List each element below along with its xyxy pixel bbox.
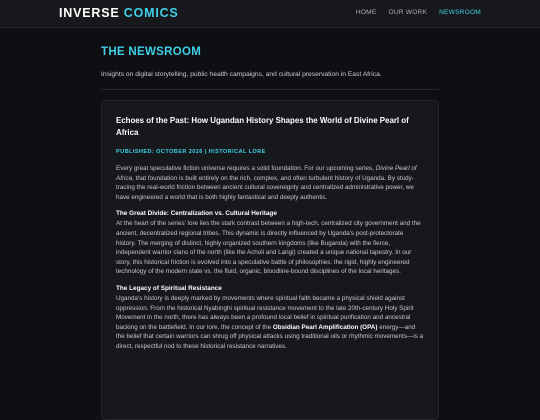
nav-link-our-work[interactable]: OUR WORK — [388, 9, 428, 16]
nav-link-home[interactable]: HOME — [355, 9, 377, 16]
top-navigation-bar — [0, 0, 540, 28]
page-title: THE NEWSROOM — [101, 46, 202, 58]
article-card — [101, 100, 439, 420]
section-body-spiritual-resistance — [116, 294, 424, 352]
article-intro — [116, 164, 424, 202]
site-logo[interactable] — [59, 6, 179, 20]
opa-term: Obsidian Pearl Amplification (OPA) — [272, 323, 378, 331]
section-heading-great-divide: The Great Divide: Centralization vs. Cultural Heritage — [116, 210, 277, 218]
section-divider — [101, 89, 439, 90]
series-title-emphasis: Divine Pearl of Africa — [116, 165, 417, 182]
logo-accent-text: COMICS — [123, 6, 179, 20]
resistance-text-start: Uganda's history is deeply marked by movements where spiritual faith became a physical shield against oppression. From the historical Nyabinghi spiritual resistance movement to the late 20th-century Holy Spirit Movement in the north, there has always been a profound local belief in spiritual purification and ancestral backing on the battlefield. In our lore, the concept of the — [116, 294, 414, 331]
resistance-text-end: energy—and the belief that certain warriors can shrug off physical attacks using traditional oils or rhythmic movements—is a direct, respectful nod to these historical resistance narratives. — [116, 323, 424, 350]
intro-text-end: , that foundation is built entirely on the rich, complex, and often turbulent history of Uganda. By study-tracing the real-world friction between ancient cultural sovereignty and centralized administrative power, we have engineered a world that is both highly fantastical and deeply authentic. — [116, 174, 414, 201]
nav-link-newsroom[interactable]: NEWSROOM — [439, 9, 481, 16]
section-heading-spiritual-resistance: The Legacy of Spiritual Resistance — [116, 284, 222, 292]
intro-text-start: Every great speculative fiction universe requires a solid foundation. For our upcoming series, — [116, 165, 376, 172]
page-subtitle: Insights on digital storytelling, public health campaigns, and cultural preservation in East Africa. — [101, 71, 382, 78]
article-title[interactable]: Echoes of the Past: How Ugandan History Shapes the World of Divine Pearl of Africa — [116, 116, 409, 137]
section-body-great-divide: At the heart of the series' lore lies the stark contrast between a high-tech, centralized city government and the ancient, decentralized regional tribes. This dynamic is directly influenced by Uganda's post-protectorate history. The merging of distinct, highly organized southern kingdoms (like Buganda) with the fierce, independent warrior clans of the north (like the Acholi and Langi) created a unique national tapestry. In our story, this historical friction is evolved into a speculative battle of philosophies: the rigid, highly engineered technology of the modern state vs. the fluid, organic, bloodline-bound disciplines of the local heritages. — [116, 220, 421, 276]
main-nav — [356, 9, 481, 16]
article-meta: PUBLISHED: OCTOBER 2026 | HISTORICAL LORE — [116, 149, 266, 155]
logo-main-text: INVERSE — [59, 6, 120, 20]
